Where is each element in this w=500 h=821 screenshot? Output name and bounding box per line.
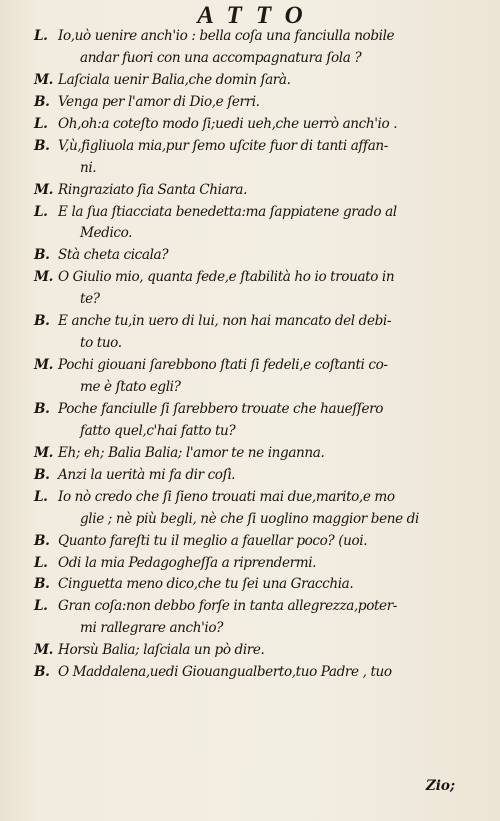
dialogue-text: Ringraziato ſia Santa Chiara. [58, 181, 248, 198]
dialogue-text: Io nò credo che ſi ſieno trouati mai due,marito,e mo [58, 488, 395, 505]
dialogue-text: V,ù,figliuola mia,pur ſemo uſcite fuor di tanti affan- [58, 137, 388, 154]
dialogue-line [0, 640, 500, 662]
dialogue-line [0, 355, 500, 377]
dialogue-line [0, 596, 500, 618]
dialogue-text: Oh,oh:a coteſto modo ſi;uedi ueh,che uerrò anch'io . [58, 115, 398, 132]
dialogue-line [0, 553, 500, 575]
dialogue-line [0, 92, 500, 114]
page-header: ATTO [197, 2, 317, 29]
dialogue-line [0, 70, 500, 92]
speaker-label: M. [34, 71, 53, 88]
dialogue-text: Odi la mia Pedagogheſſa a riprendermi. [58, 554, 317, 571]
dialogue-line [0, 465, 500, 487]
speaker-label: M. [34, 642, 53, 659]
dialogue-continuation [0, 421, 500, 443]
dialogue-text: Quanto fareſti tu il meglio a fauellar poco? (uoi. [58, 532, 368, 549]
dialogue-line [0, 245, 500, 267]
dialogue-text: ni. [80, 159, 97, 176]
dialogue-line [0, 136, 500, 158]
dialogue-continuation [0, 618, 500, 640]
dialogue-text: E anche tu,in uero di lui, non hai mancato del debi- [58, 313, 392, 330]
dialogue-line [0, 311, 500, 333]
dialogue-continuation [0, 223, 500, 245]
text-block [0, 26, 500, 684]
dialogue-text: te? [80, 291, 100, 308]
speaker-label: B. [34, 664, 50, 681]
dialogue-continuation [0, 158, 500, 180]
speaker-label: M. [34, 269, 53, 286]
dialogue-line [0, 267, 500, 289]
dialogue-text: O Giulio mio, quanta fede,e ſtabilità ho io trouato in [58, 269, 395, 286]
dialogue-line [0, 487, 500, 509]
dialogue-line [0, 531, 500, 553]
dialogue-text: Io,uò uenire anch'io : bella coſa una fanciulla nobile [58, 28, 395, 44]
dialogue-text: to tuo. [80, 335, 122, 352]
dialogue-text: Medico. [80, 225, 133, 242]
speaker-label: L. [34, 203, 48, 220]
dialogue-line [0, 180, 500, 202]
dialogue-text: mi rallegrare anch'io? [80, 620, 224, 637]
dialogue-line [0, 114, 500, 136]
dialogue-text: Pochi giouani ſarebbono ſtati ſi fedeli,e coſtanti co- [58, 357, 388, 374]
dialogue-line [0, 574, 500, 596]
dialogue-continuation [0, 377, 500, 399]
dialogue-text: Eh; eh; Balia Balia; l'amor te ne inganna. [58, 444, 325, 461]
dialogue-text: Anzi la uerità mi fa dir coſì. [58, 466, 236, 483]
speaker-label: L. [34, 115, 48, 132]
speaker-label: L. [34, 598, 48, 615]
speaker-label: M. [34, 357, 53, 374]
dialogue-line [0, 662, 500, 684]
dialogue-text: glie ; nè più begli, nè che ſi uoglino maggior bene di [80, 510, 419, 527]
speaker-label: L. [34, 488, 48, 505]
dialogue-text: E la ſua ſtiacciata benedetta:ma ſappiatene grado al [58, 203, 397, 220]
speaker-label: B. [34, 532, 50, 549]
speaker-label: B. [34, 466, 50, 483]
dialogue-text: andar fuori con una accompagnatura ſola ? [80, 49, 362, 66]
speaker-label: B. [34, 576, 50, 593]
dialogue-line [0, 443, 500, 465]
dialogue-text: Poche fanciulle ſi ſarebbero trouate che haueſſero [58, 400, 384, 417]
dialogue-continuation [0, 48, 500, 70]
speaker-label: B. [34, 313, 50, 330]
dialogue-text: O Maddalena,uedi Giouangualberto,tuo Padre , tuo [58, 664, 392, 681]
speaker-label: L. [34, 28, 48, 44]
dialogue-continuation [0, 509, 500, 531]
dialogue-text: Cinguetta meno dico,che tu ſei una Gracchia. [58, 576, 354, 593]
dialogue-line [0, 399, 500, 421]
speaker-label: M. [34, 181, 53, 198]
dialogue-text: Laſciala uenir Balia,che domin ſarà. [58, 71, 291, 88]
speaker-label: B. [34, 400, 50, 417]
dialogue-text: Horsù Balia; laſciala un pò dire. [58, 642, 265, 659]
dialogue-line [0, 26, 500, 48]
catchword: Zio; [425, 778, 455, 794]
speaker-label: B. [34, 247, 50, 264]
dialogue-text: Gran coſa:non debbo forſe in tanta allegrezza,poter- [58, 598, 397, 615]
dialogue-line [0, 202, 500, 224]
dialogue-text: Venga per l'amor di Dio,e ſerri. [58, 93, 260, 110]
speaker-label: B. [34, 93, 50, 110]
dialogue-continuation [0, 333, 500, 355]
dialogue-text: fatto quel,c'hai fatto tu? [80, 422, 236, 439]
dialogue-text: Stà cheta cicala? [58, 247, 169, 264]
dialogue-continuation [0, 289, 500, 311]
speaker-label: M. [34, 444, 53, 461]
speaker-label: L. [34, 554, 48, 571]
speaker-label: B. [34, 137, 50, 154]
dialogue-text: me è ſtato egli? [80, 379, 181, 395]
